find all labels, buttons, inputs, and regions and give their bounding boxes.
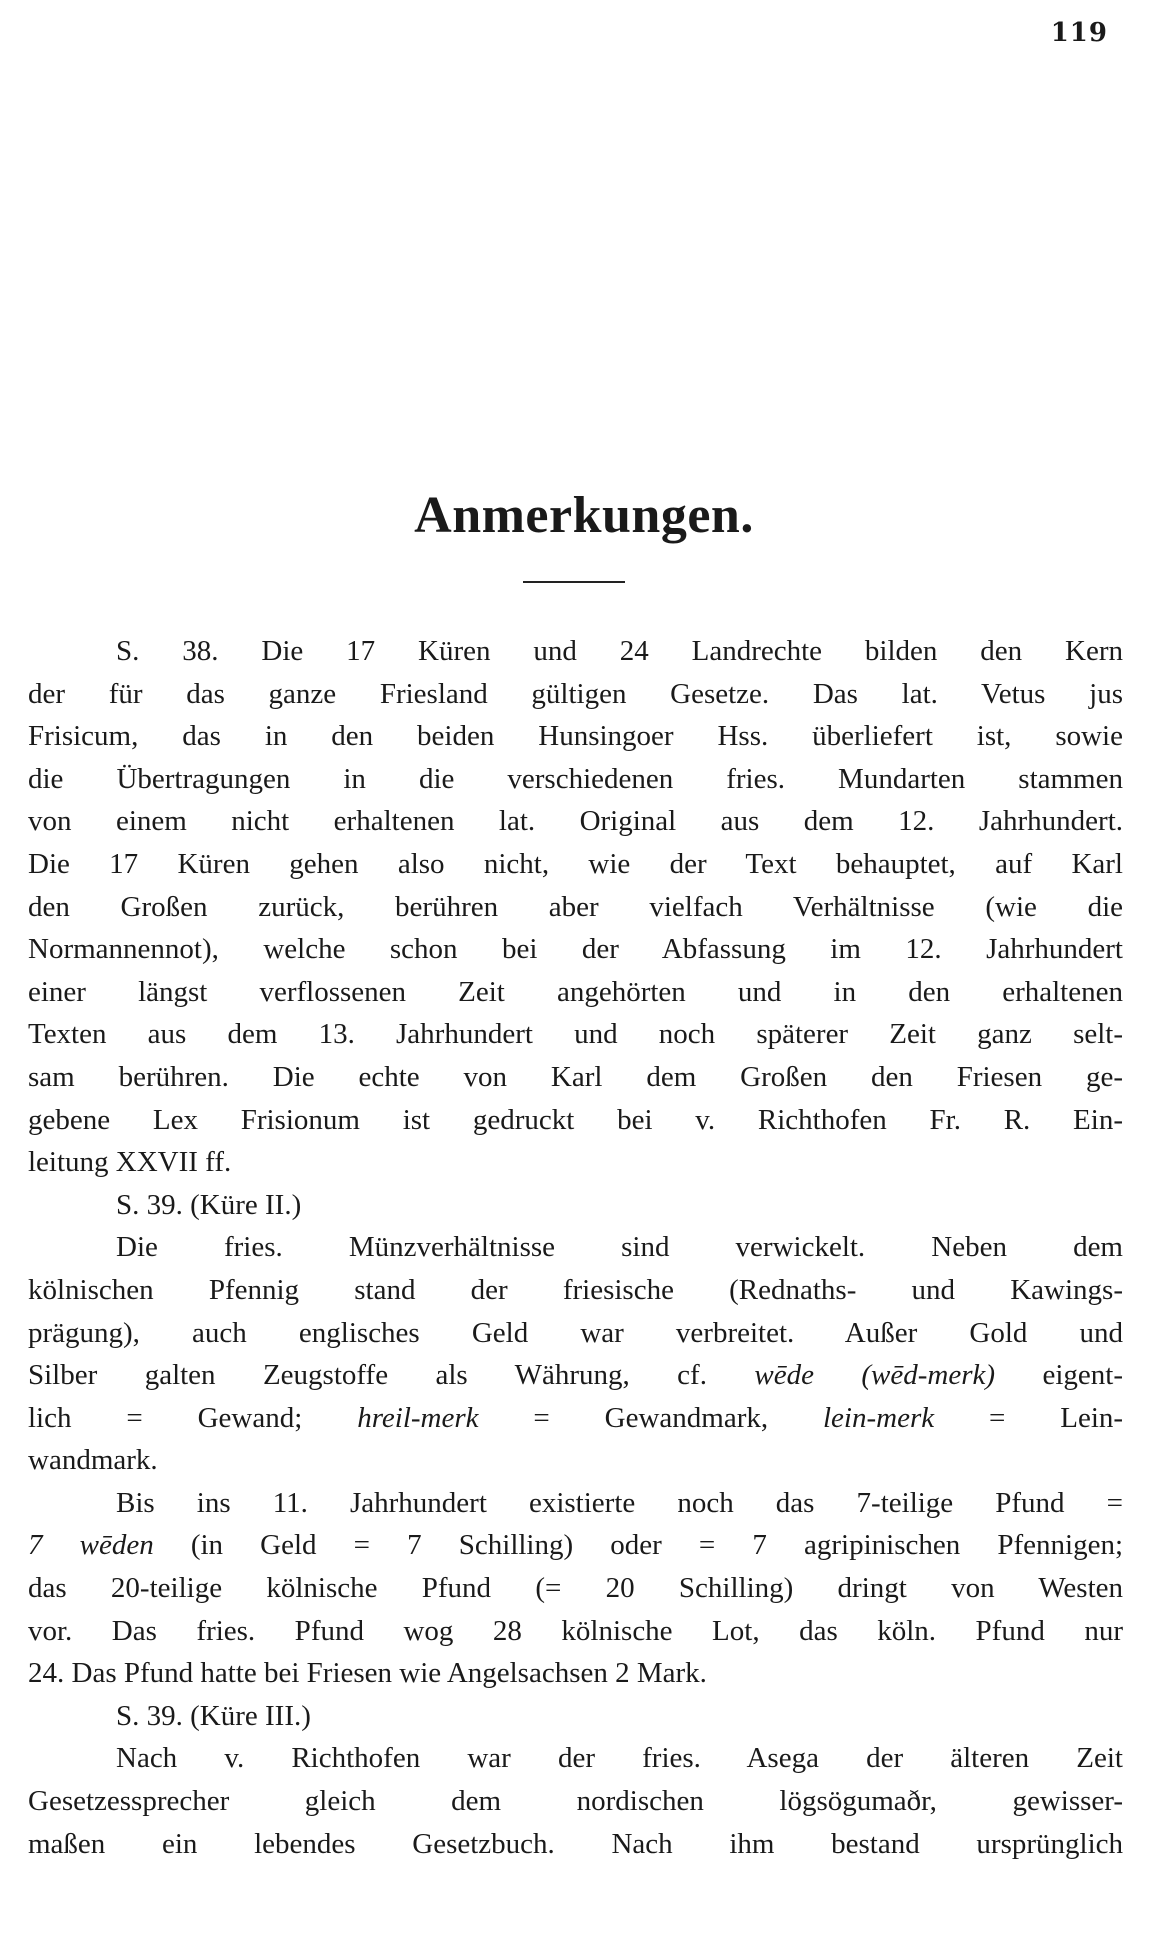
text-line: leitung XXVII ff.: [28, 1146, 232, 1179]
text-line: S. 39. (Küre II.): [116, 1188, 302, 1221]
text-segment: = Gewandmark,: [533, 1401, 769, 1434]
text-line: von einem nicht erhaltenen lat. Original aus dem 12. Jahrhundert.: [28, 805, 1123, 838]
paragraph-asega: [28, 1737, 1123, 1865]
text-line: S. 38. Die 17 Küren und 24 Landrechte bilden den Kern: [116, 635, 1123, 667]
text-line: Frisicum, das in den beiden Hunsingoer Hss. überliefert ist, sowie: [28, 720, 1123, 753]
term-wede: wēde: [754, 1359, 814, 1392]
page-title: Anmerkungen.: [414, 487, 754, 544]
text-line: maßen ein lebendes Gesetzbuch. Nach ihm bestand ursprünglich: [28, 1827, 1123, 1860]
term-wed-merk: (wēd-merk): [861, 1359, 996, 1392]
section-heading-kuere-2: [28, 1184, 1123, 1227]
paragraph-s38: [28, 630, 1123, 1184]
text-line: sam berühren. Die echte von Karl dem Großen den Friesen ge-: [28, 1060, 1123, 1093]
text-segment: lich = Gewand;: [28, 1401, 303, 1434]
text-line: der für das ganze Friesland gültigen Gesetze. Das lat. Vetus jus: [28, 677, 1123, 710]
text-line: die Übertragungen in die verschiedenen fries. Mundarten stammen: [28, 762, 1123, 795]
page-number: 119: [1050, 18, 1108, 48]
text-line: Die 17 Küren gehen also nicht, wie der Text behauptet, auf Karl: [28, 847, 1123, 880]
title-rule: [523, 581, 625, 583]
text-segment: (in Geld = 7 Schilling) oder = 7 agripinischen Pfennigen;: [190, 1529, 1124, 1562]
section-heading-kuere-3: [28, 1695, 1123, 1738]
text-line: einer längst verflossenen Zeit angehörten und in den erhaltenen: [28, 975, 1123, 1008]
text-line: Texten aus dem 13. Jahrhundert und noch späterer Zeit ganz selt-: [28, 1018, 1123, 1051]
text-line: Nach v. Richthofen war der fries. Asega der älteren Zeit: [116, 1742, 1123, 1775]
text-segment: Silber galten Zeugstoffe als Währung, cf.: [28, 1359, 707, 1392]
term-7-weden: 7 wēden: [28, 1529, 154, 1562]
text-line: gebene Lex Frisionum ist gedruckt bei v. Richthofen Fr. R. Ein-: [28, 1103, 1123, 1136]
text-line: das 20-teilige kölnische Pfund (= 20 Schilling) dringt von Westen: [28, 1572, 1123, 1605]
text-line: prägung), auch englisches Geld war verbreitet. Außer Gold und: [28, 1316, 1123, 1349]
body-text: [28, 630, 1123, 1865]
text-line: [28, 1354, 1123, 1397]
text-segment: eigent-: [1042, 1359, 1123, 1392]
text-segment: = Lein-: [989, 1401, 1124, 1434]
text-line: kölnischen Pfennig stand der friesische (Rednaths- und Kawings-: [28, 1273, 1123, 1306]
text-line: [28, 1397, 1123, 1440]
text-line: wandmark.: [28, 1444, 158, 1477]
text-line: [28, 1524, 1123, 1567]
term-hreil-merk: hreil-merk: [357, 1401, 479, 1434]
text-line: Bis ins 11. Jahrhundert existierte noch das 7-teilige Pfund =: [116, 1486, 1123, 1519]
text-line: 24. Das Pfund hatte bei Friesen wie Angelsachsen 2 Mark.: [28, 1657, 707, 1690]
term-lein-merk: lein-merk: [823, 1401, 935, 1434]
text-line: S. 39. (Küre III.): [116, 1699, 311, 1732]
text-line: Gesetzessprecher gleich dem nordischen lögsögumaðr, gewisser-: [28, 1785, 1123, 1818]
text-line: Die fries. Münzverhältnisse sind verwickelt. Neben dem: [116, 1231, 1123, 1264]
text-line: Normannennot), welche schon bei der Abfassung im 12. Jahrhundert: [28, 933, 1123, 966]
paragraph-pfund: [28, 1482, 1123, 1695]
paragraph-muenzverhaeltnisse: [28, 1226, 1123, 1482]
text-line: den Großen zurück, berühren aber vielfach Verhältnisse (wie die: [28, 890, 1123, 923]
text-line: vor. Das fries. Pfund wog 28 kölnische Lot, das köln. Pfund nur: [28, 1614, 1123, 1647]
